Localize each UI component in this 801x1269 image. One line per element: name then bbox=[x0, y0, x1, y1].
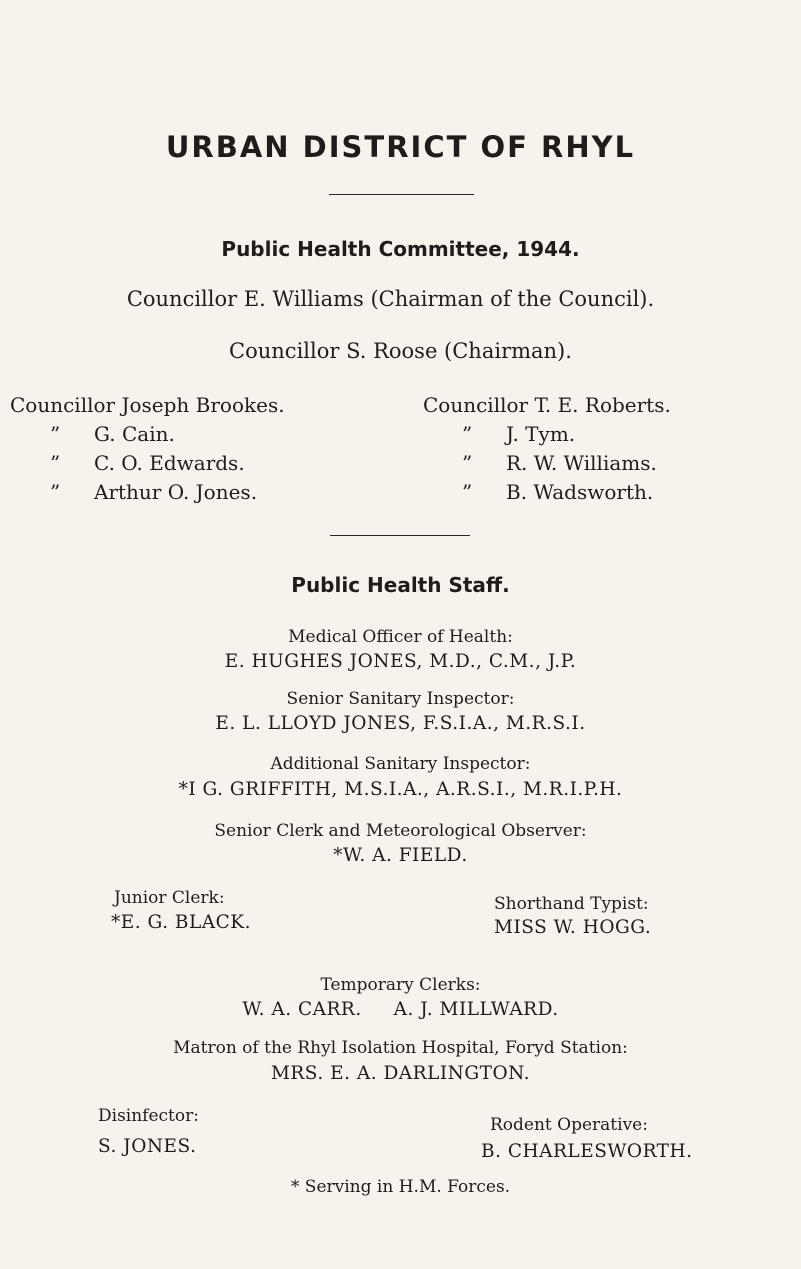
ditto-mark: ” bbox=[50, 451, 61, 475]
member-name: R. W. Williams. bbox=[506, 451, 657, 475]
temporary-clerks-role: Temporary Clerks: bbox=[320, 975, 481, 995]
member-left-3 bbox=[50, 451, 245, 475]
chair-line-2: Councillor S. Roose (Chairman). bbox=[229, 339, 572, 363]
medical-officer-name: E. HUGHES JONES, M.D., C.M., J.P. bbox=[224, 651, 577, 672]
member-right-2 bbox=[462, 422, 575, 446]
ditto-mark: ” bbox=[50, 422, 61, 446]
member-name: Arthur O. Jones. bbox=[94, 480, 258, 504]
temporary-clerks-names: W. A. CARR. A. J. MILLWARD. bbox=[242, 999, 559, 1020]
committee-heading: Public Health Committee, 1944. bbox=[221, 237, 580, 261]
member-name: C. O. Edwards. bbox=[94, 451, 245, 475]
shorthand-typist-name: MISS W. HOGG. bbox=[494, 917, 652, 938]
member-name: J. Tym. bbox=[506, 422, 576, 446]
document-title: URBAN DISTRICT OF RHYL bbox=[165, 130, 636, 164]
member-left-1: Councillor Joseph Brookes. bbox=[10, 393, 285, 417]
disinfector-role: Disinfector: bbox=[98, 1106, 199, 1126]
divider-middle bbox=[330, 535, 470, 536]
forces-footnote: * Serving in H.M. Forces. bbox=[290, 1177, 511, 1197]
junior-clerk-role: Junior Clerk: bbox=[114, 888, 225, 908]
ditto-mark: ” bbox=[462, 422, 473, 446]
member-left-2 bbox=[50, 422, 175, 446]
senior-inspector-name: E. L. LLOYD JONES, F.S.I.A., M.R.S.I. bbox=[215, 713, 586, 734]
member-right-1: Councillor T. E. Roberts. bbox=[423, 393, 671, 417]
member-name: B. Wadsworth. bbox=[506, 480, 654, 504]
divider-top bbox=[329, 194, 474, 195]
member-right-4 bbox=[462, 480, 653, 504]
member-name: G. Cain. bbox=[94, 422, 175, 446]
senior-inspector-role: Senior Sanitary Inspector: bbox=[286, 689, 515, 709]
additional-inspector-role: Additional Sanitary Inspector: bbox=[270, 754, 531, 774]
additional-inspector-name: *I G. GRIFFITH, M.S.I.A., A.R.S.I., M.R.I.P.H. bbox=[178, 779, 623, 800]
medical-officer-role: Medical Officer of Health: bbox=[288, 627, 513, 647]
rodent-operative-name: B. CHARLESWORTH. bbox=[481, 1141, 693, 1162]
chair-line-1: Councillor E. Williams (Chairman of the Council). bbox=[126, 287, 655, 311]
disinfector-name: S. JONES. bbox=[98, 1136, 197, 1157]
staff-heading: Public Health Staff. bbox=[291, 573, 510, 597]
senior-clerk-role: Senior Clerk and Meteorological Observer: bbox=[214, 821, 587, 841]
ditto-mark: ” bbox=[462, 451, 473, 475]
member-left-4 bbox=[50, 480, 257, 504]
matron-name: MRS. E. A. DARLINGTON. bbox=[270, 1063, 531, 1084]
ditto-mark: ” bbox=[462, 480, 473, 504]
junior-clerk-name: *E. G. BLACK. bbox=[111, 912, 251, 933]
shorthand-typist-role: Shorthand Typist: bbox=[494, 894, 649, 914]
ditto-mark: ” bbox=[50, 480, 61, 504]
rodent-operative-role: Rodent Operative: bbox=[490, 1115, 648, 1135]
member-right-3 bbox=[462, 451, 657, 475]
matron-role: Matron of the Rhyl Isolation Hospital, Foryd Station: bbox=[173, 1038, 628, 1058]
senior-clerk-name: *W. A. FIELD. bbox=[333, 845, 468, 866]
